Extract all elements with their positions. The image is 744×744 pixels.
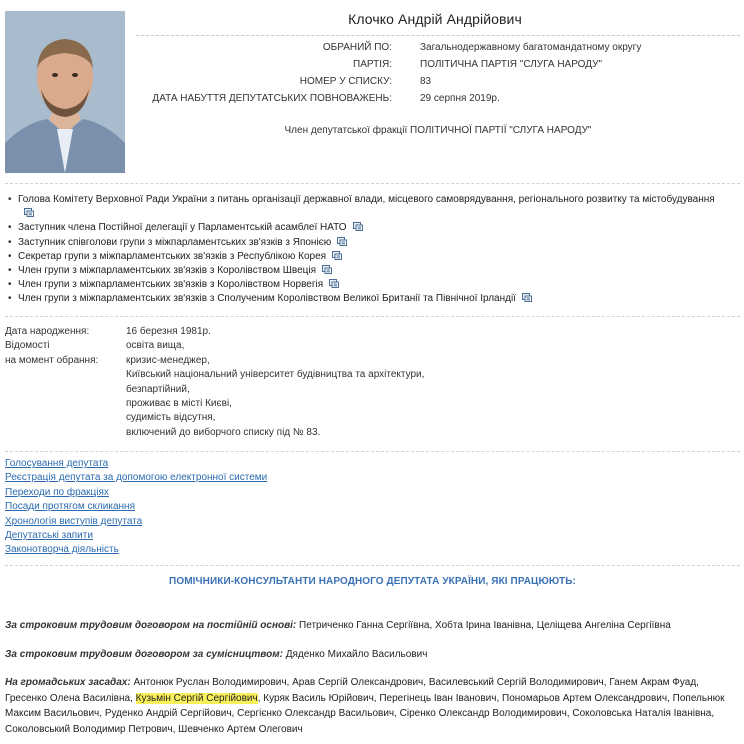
assistants-parttime [5, 647, 740, 663]
divider [5, 565, 740, 566]
deputy-links [5, 457, 405, 558]
post-text: Член групи з міжпарламентських зв'язків з Королівством Швеція [18, 265, 317, 277]
mandate-date-label: ДАТА НАБУТТЯ ДЕПУТАТСЬКИХ ПОВНОВАЖЕНЬ: [152, 93, 392, 104]
list-number-label: НОМЕР У СПИСКУ: [299, 76, 392, 87]
post-text: Заступник члена Постійної делегації у Парламентській асамблеї НАТО [18, 222, 347, 234]
post-item [5, 278, 730, 292]
assistants-heading: ПОМІЧНИКИ-КОНСУЛЬТАНТИ НАРОДНОГО ДЕПУТАТА УКРАЇНИ, ЯКІ ПРАЦЮЮТЬ: [169, 576, 576, 587]
faction-membership: Член депутатської фракції ПОЛІТИЧНОЇ ПАРТІЇ "СЛУГА НАРОДУ" [284, 125, 592, 136]
bio-line: освіта вища, [126, 340, 185, 352]
bio-info-label-line1: Відомості [5, 340, 50, 352]
mandate-date-value: 29 серпня 2019р. [420, 93, 500, 104]
elected-value: Загальнодержавному багатомандатному округу [420, 42, 642, 53]
document-icon[interactable] [522, 293, 532, 302]
link-voting[interactable]: Голосування депутата [5, 458, 109, 469]
birth-date-value: 16 березня 1981р. [126, 326, 211, 337]
post-item [5, 250, 730, 264]
volunteer-names-before: Антонюк Руслан Володимирович, Арав Сергій Олександрович, Василевський Сергій Володимирович, Ганем Акрам Фуад, Гресенко Олена Василівна, [5, 677, 699, 704]
info-row-list [136, 76, 740, 90]
party-value: ПОЛІТИЧНА ПАРТІЯ "СЛУГА НАРОДУ" [420, 59, 603, 70]
deputy-photo [5, 11, 125, 173]
post-text: Голова Комітету Верховної Ради України з питань організації державної влади, місцевого самоврядування, регіонального розвитку та містобудування [18, 194, 715, 205]
document-icon[interactable] [353, 222, 363, 231]
link-speeches[interactable]: Хронологія виступів депутата [5, 515, 143, 527]
post-item [5, 236, 730, 250]
link-inquiries[interactable]: Депутатські запити [5, 530, 93, 542]
assistants-permanent [5, 618, 740, 634]
permanent-label: За строковим трудовим договором на постійній основі: [5, 620, 297, 631]
bio-details [126, 339, 646, 440]
post-text: Заступник співголови групи з міжпарламентських зв'язків з Японією [18, 236, 332, 248]
document-icon[interactable] [329, 279, 339, 288]
link-registration[interactable]: Реєстрація депутата за допомогою електронної системи [5, 472, 268, 484]
birth-date-label: Дата народження: [5, 326, 90, 337]
post-text: Член групи з міжпарламентських зв'язків з Королівством Норвегія [18, 279, 324, 291]
bio-info-label-line2: на момент обрання: [5, 354, 99, 366]
link-faction-transfers[interactable]: Переходи по фракціях [5, 486, 109, 498]
link-legislation[interactable]: Законотворча діяльність [5, 544, 119, 556]
bio-line: Київський національний університет будівництва та архітектури, [126, 369, 425, 381]
info-row-party [136, 59, 740, 73]
party-label: ПАРТІЯ: [353, 59, 392, 70]
link-positions[interactable]: Посади протягом скликання [5, 501, 135, 513]
document-icon[interactable] [337, 237, 347, 246]
document-icon[interactable] [322, 265, 332, 274]
post-text: Член групи з міжпарламентських зв'язків з Сполученим Королівством Великої Британії та Північної Ірландії [18, 293, 516, 305]
divider [5, 183, 740, 184]
document-icon[interactable] [332, 251, 342, 260]
info-row-date [136, 93, 740, 107]
bio-line: кризис-менеджер, [126, 354, 210, 366]
post-item [5, 264, 730, 278]
post-text: Секретар групи з міжпарламентських зв'язків з Республікою Корея [18, 250, 327, 262]
parttime-label: За строковим трудовим договором за сумісництвом: [5, 649, 283, 660]
document-icon[interactable] [24, 208, 34, 217]
bio-line: безпартійний, [126, 383, 190, 395]
bio-line: проживає в місті Києві, [126, 398, 232, 410]
highlighted-name: Кузьмін Сергій Сергійович [135, 692, 258, 704]
assistants-volunteer [5, 675, 740, 737]
volunteer-names-after: , Куряк Василь Юрійович, Перегінець Іван Іванович, Пономарьов Артем Олександрович, Попельнюк Максим Васильович, Руденко Андрій Сергійович, Сергієнко Олександр Васильович, Сіренко Олександр Володимирович, Соколовська Наталія Іванівна, Соколовський Володимир Петрович, Шевченко Артем Олегович [5, 692, 725, 735]
bio-line: включений до виборчого списку під № 83. [126, 426, 321, 438]
parttime-names: Дяденко Михайло Васильович [282, 649, 428, 660]
bio-line: судимість відсутня, [126, 412, 216, 424]
info-row-elected [136, 42, 740, 56]
divider [5, 451, 740, 452]
title-divider [136, 35, 740, 36]
post-item [5, 221, 730, 235]
divider [5, 316, 740, 317]
elected-label: ОБРАНИЙ ПО: [322, 42, 392, 53]
post-item [5, 292, 730, 306]
post-item [5, 193, 730, 221]
volunteer-label: На громадських засадах: [5, 677, 131, 688]
posts-list [5, 193, 730, 307]
list-number-value: 83 [420, 76, 432, 87]
permanent-names: Петриченко Ганна Сергіївна, Хобта Ірина Іванівна, Целіщева Ангеліна Сергіївна [296, 620, 671, 631]
deputy-name: Клочко Андрій Андрійович [348, 11, 522, 27]
